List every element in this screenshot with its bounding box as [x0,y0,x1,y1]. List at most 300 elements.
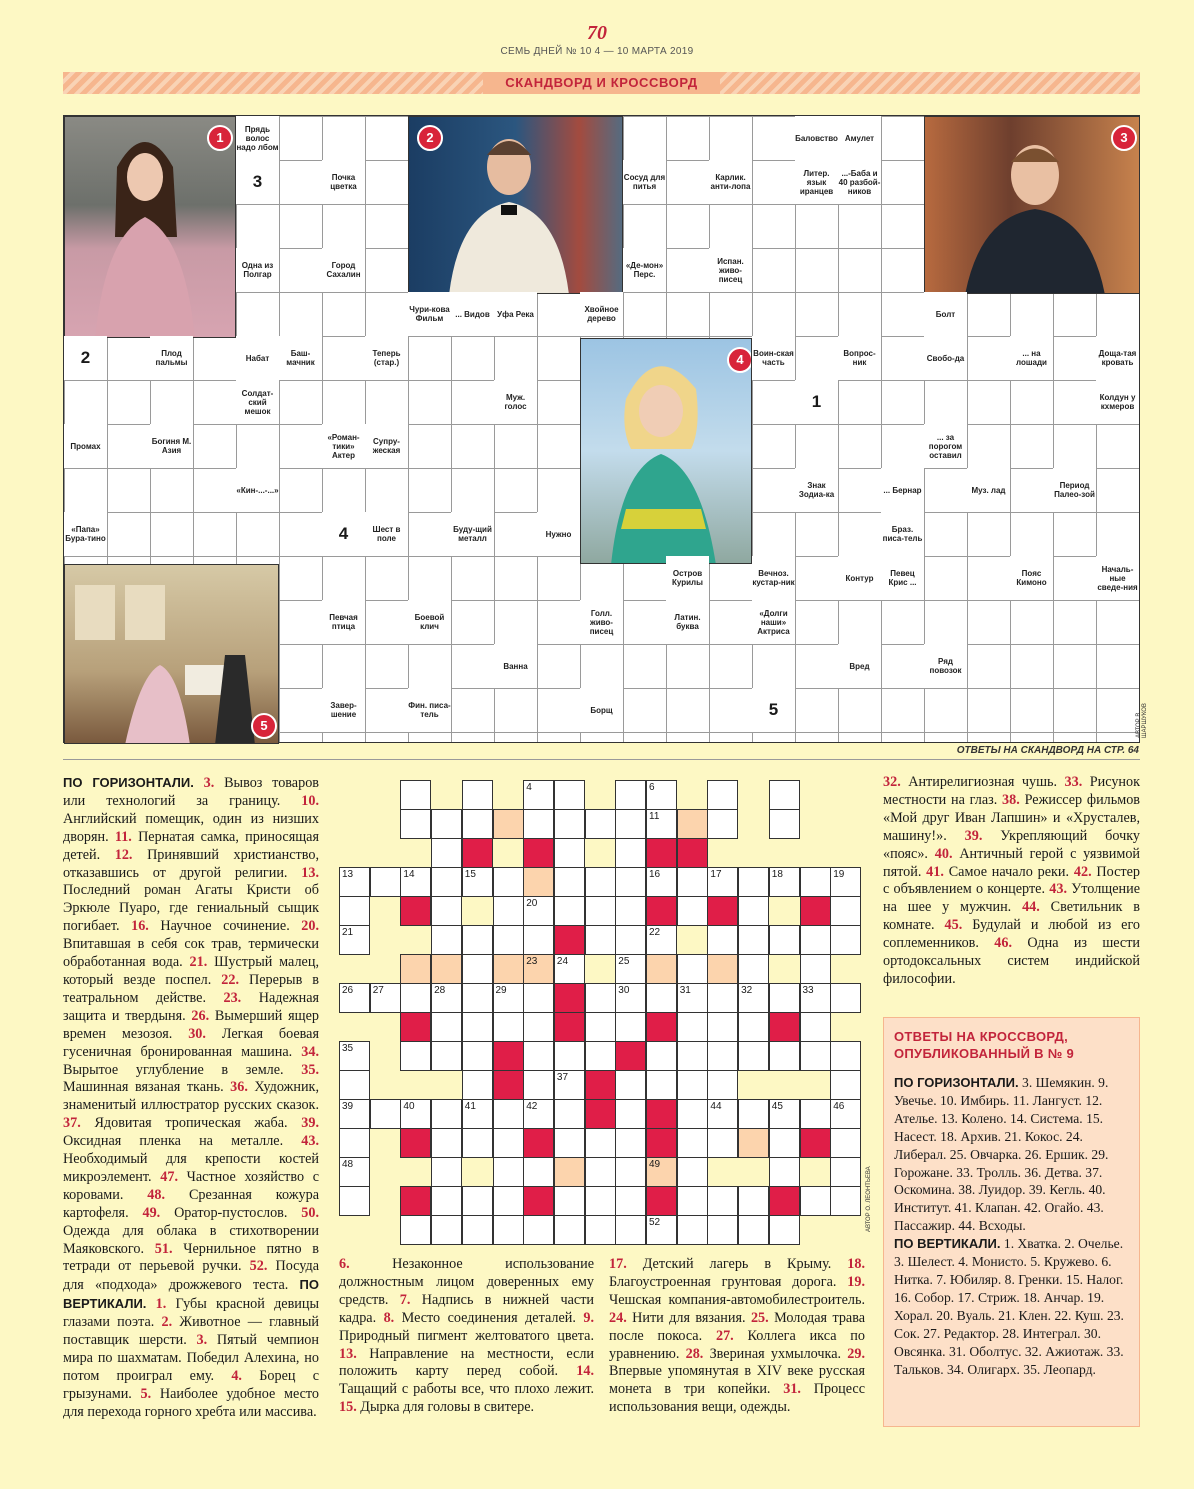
clue-text: Дырка для головы в свитере. [360,1399,535,1416]
photo-badge: 3 [1111,125,1137,151]
crossword-cell[interactable] [431,954,462,984]
clue-number: 7. [388,1291,422,1308]
crossword-cell[interactable] [462,1070,493,1100]
crossword-cell[interactable] [585,1186,616,1216]
crossword-cell[interactable] [646,1099,677,1129]
crossword-cell[interactable] [523,1070,554,1100]
crossword-cell[interactable] [339,1099,370,1129]
crossword-cell-number: 26 [342,985,354,996]
crossword-cell[interactable] [738,1041,769,1071]
crossword-cell[interactable] [523,780,554,810]
crossword-cell[interactable] [554,1186,585,1216]
crossword-cell[interactable] [493,1128,524,1158]
crossword-cell[interactable] [738,1099,769,1129]
crossword-cell[interactable] [769,1012,800,1042]
crossword-cell[interactable] [800,1186,831,1216]
crossword-cell[interactable] [493,983,524,1013]
crossword-cell[interactable] [462,838,493,868]
crossword-cell[interactable] [585,1070,616,1100]
clue-number: 11. [108,828,139,845]
crossword-cell[interactable] [830,1128,861,1158]
crossword-cell[interactable] [615,954,646,984]
crossword-cell[interactable] [646,983,677,1013]
crossword-cell[interactable] [339,896,370,926]
crossword-cell[interactable] [554,838,585,868]
crossword-cell[interactable] [523,1186,554,1216]
clue-number: 29. [841,1345,866,1362]
crossword-cell[interactable] [462,867,493,897]
crossword-cell[interactable] [370,983,401,1013]
crossword-cell[interactable] [523,925,554,955]
crossword-cell[interactable] [554,896,585,926]
scanword-clue: Воин-ская часть [752,336,795,380]
scanword-clue: Началь-ные сведе-ния [1096,556,1139,600]
crossword-cell-number: 44 [710,1101,722,1112]
crossword-cell[interactable] [738,1186,769,1216]
crossword-cell[interactable] [769,1128,800,1158]
crossword-cell[interactable] [738,954,769,984]
crossword-cell[interactable] [615,780,646,810]
crossword-cell[interactable] [493,954,524,984]
photo-badge: 2 [417,125,443,151]
crossword-cell[interactable] [493,867,524,897]
crossword-cell[interactable] [769,983,800,1013]
scanword-clue: Колдун у кхмеров [1096,380,1139,424]
crossword-cell[interactable] [769,809,800,839]
crossword-cell[interactable] [677,1157,708,1187]
crossword-cell[interactable] [400,1215,431,1245]
crossword-cell[interactable] [738,896,769,926]
crossword-cell[interactable] [615,925,646,955]
crossword-cell[interactable] [585,1099,616,1129]
crossword-cell[interactable] [554,809,585,839]
crossword-cell[interactable] [585,983,616,1013]
crossword-cell[interactable] [830,896,861,926]
scanword-clue: ... Видов [451,292,494,336]
crossword-cell[interactable] [493,1099,524,1129]
crossword-cell[interactable] [800,925,831,955]
scanword-clue: Период Палео-зой [1053,468,1096,512]
crossword-cell[interactable] [707,1099,738,1129]
crossword-cell[interactable] [400,983,431,1013]
photo-woman-4 [580,338,752,564]
down-clues-col2 [339,1256,594,1417]
scanword-clue: Боевой клич [408,600,451,644]
crossword-cell[interactable] [462,780,493,810]
clue-text: Принявший христианство, отказавшись от другой религии. [63,846,320,881]
crossword-cell[interactable] [400,867,431,897]
crossword-cell[interactable] [738,983,769,1013]
clue-number: 18. [831,1256,865,1272]
crossword-cell[interactable] [646,780,677,810]
crossword-cell[interactable] [431,867,462,897]
crossword-cell[interactable] [554,925,585,955]
crossword-cell[interactable] [707,867,738,897]
crossword-cell[interactable] [646,925,677,955]
crossword-cell[interactable] [462,1215,493,1245]
crossword-cell[interactable] [431,1157,462,1187]
crossword-cell[interactable] [370,867,401,897]
crossword-cell[interactable] [646,1041,677,1071]
crossword-cell[interactable] [615,1070,646,1100]
crossword-cell[interactable] [800,954,831,984]
clue-number: 25. [745,1309,775,1326]
crossword-cell[interactable] [707,1012,738,1042]
crossword-cell[interactable] [830,1070,861,1100]
crossword-cell-number: 15 [464,869,476,880]
clue-number: 26. [185,1007,215,1024]
answers-title: ОТВЕТЫ НА КРОССВОРД, ОПУБЛИКОВАННЫЙ В № 9 [894,1029,1074,1061]
crossword-cell[interactable] [400,1099,431,1129]
crossword-cell[interactable] [493,1186,524,1216]
crossword-cell[interactable] [677,1099,708,1129]
crossword-cell[interactable] [646,1128,677,1158]
crossword-cell[interactable] [738,867,769,897]
crossword-cell[interactable] [585,1215,616,1245]
crossword-cell[interactable] [707,896,738,926]
crossword-cell[interactable] [800,1012,831,1042]
crossword-cell[interactable] [615,1128,646,1158]
crossword-cell[interactable] [585,1041,616,1071]
crossword-cell[interactable] [493,1157,524,1187]
clue-text: Надежная защита и твердыня. [63,989,320,1024]
scanword-clue: Набат [236,336,279,380]
clue-text: Наиболее удобное место для перехода горного хребта или массива. [63,1385,320,1420]
clue-number: 21. [182,954,215,971]
crossword-cell[interactable] [431,1186,462,1216]
crossword-cell[interactable] [738,1215,769,1245]
crossword-cell[interactable] [462,1099,493,1129]
clue-number: 40. [927,845,960,862]
crossword-cell[interactable] [493,925,524,955]
crossword-cell[interactable] [677,1012,708,1042]
crossword-cell[interactable] [615,1215,646,1245]
crossword-cell[interactable] [769,1215,800,1245]
crossword-cell[interactable] [339,867,370,897]
crossword-cell[interactable] [615,896,646,926]
clue-text: Оксидная пленка на металле. [63,1133,284,1150]
down-clues-col3 [609,1256,865,1417]
crossword-cell[interactable] [431,1099,462,1129]
clue-number: 13. [339,1345,370,1362]
crossword-cell[interactable] [339,1041,370,1071]
crossword-cell[interactable] [400,809,431,839]
answers-down-heading: ПО ВЕРТИКАЛИ. [894,1236,1001,1252]
crossword-cell[interactable] [431,1041,462,1071]
crossword-cell[interactable] [707,983,738,1013]
crossword-cell[interactable] [585,1012,616,1042]
crossword-cell[interactable] [830,867,861,897]
crossword-cell[interactable] [646,1070,677,1100]
crossword-cell[interactable] [585,1157,616,1187]
scanword-clue: Латин. буква [666,600,709,644]
crossword-cell[interactable] [339,1128,370,1158]
crossword-cell[interactable] [830,983,861,1013]
crossword-cell[interactable] [769,780,800,810]
clue-text: Постер с объявлением о концерте. [883,863,1140,898]
crossword-cell[interactable] [646,1012,677,1042]
crossword-cell[interactable] [462,809,493,839]
crossword-cell-number: 16 [649,869,661,880]
crossword-cell[interactable] [830,1041,861,1071]
crossword-cell[interactable] [677,838,708,868]
crossword-cell[interactable] [339,1157,370,1187]
clue-text: Впитавшая в себя сок трав, термически обработанная вода. [63,936,319,971]
crossword-cell[interactable] [554,1215,585,1245]
crossword-cell[interactable] [830,1186,861,1216]
crossword-cell[interactable] [615,838,646,868]
crossword-cell[interactable] [339,983,370,1013]
crossword-cell[interactable] [554,1157,585,1187]
crossword-cell[interactable] [677,1186,708,1216]
crossword-cell[interactable] [585,1128,616,1158]
clue-number: 50. [287,1204,319,1221]
clue-text: Вывоз товаров или технологий за границу. [63,775,319,809]
crossword-cell[interactable] [677,867,708,897]
crossword-cell[interactable] [493,896,524,926]
crossword-cell[interactable] [707,1070,738,1100]
crossword-cell[interactable] [646,896,677,926]
clue-text: Частное хозяйство с коровами. [63,1168,320,1203]
crossword-cell[interactable] [554,1041,585,1071]
clue-number: 28. [679,1345,710,1362]
crossword-cell[interactable] [677,983,708,1013]
crossword-cell[interactable] [431,925,462,955]
crossword-cell[interactable] [707,780,738,810]
scanword-clue: Свобо-да [924,336,967,380]
clue-number: 9. [575,1309,594,1326]
crossword-cell[interactable] [554,1012,585,1042]
crossword-cell[interactable] [830,1099,861,1129]
crossword-cell[interactable] [339,1070,370,1100]
crossword-cell[interactable] [370,1099,401,1129]
crossword-cell[interactable] [554,867,585,897]
crossword-cell[interactable] [554,780,585,810]
crossword-cell-number: 37 [556,1072,569,1083]
crossword-cell[interactable] [769,1186,800,1216]
crossword-cell[interactable] [493,1012,524,1042]
clue-text: Антирелигиозная чушь. [908,774,1058,790]
crossword-cell[interactable] [677,1128,708,1158]
clue-text: Одна из шести ортодоксальных систем индийской философии. [883,935,1141,987]
crossword-cell[interactable] [707,1186,738,1216]
crossword-cell[interactable] [585,896,616,926]
crossword-cell[interactable] [431,1215,462,1245]
crossword-cell[interactable] [800,1041,831,1071]
clue-number: 38. [997,791,1025,808]
crossword-cell[interactable] [493,1215,524,1245]
crossword-cell[interactable] [677,1041,708,1071]
crossword-cell[interactable] [400,896,431,926]
crossword-cell[interactable] [738,1128,769,1158]
crossword-cell[interactable] [646,1215,677,1245]
clue-number: 32. [883,774,909,790]
crossword-cell[interactable] [769,1157,800,1187]
crossword-cell[interactable] [585,867,616,897]
clue-number: 39. [287,1115,320,1132]
crossword-cell[interactable] [707,1215,738,1245]
crossword-cell[interactable] [615,1012,646,1042]
crossword-cell[interactable] [615,983,646,1013]
crossword-cell[interactable] [554,1070,585,1100]
crossword-cell[interactable] [585,809,616,839]
crossword-cell[interactable] [615,1186,646,1216]
crossword-cell[interactable] [431,983,462,1013]
scanword-clue: Теперь (стар.) [365,336,408,380]
clue-text: Самое начало реки. [948,863,1070,880]
crossword-cell[interactable] [339,925,370,955]
crossword-cell[interactable] [523,983,554,1013]
clue-text: Светильник в комнате. [883,899,1140,934]
crossword-cell[interactable] [462,1012,493,1042]
clue-text: Срезанная кожура картофеля. [63,1186,319,1221]
crossword-cell[interactable] [615,867,646,897]
crossword-cell-number: 27 [372,985,384,996]
crossword-cell[interactable] [431,1012,462,1042]
crossword-cell[interactable] [431,896,462,926]
crossword-cell[interactable] [523,1128,554,1158]
crossword-cell[interactable] [707,1128,738,1158]
clue-number: 20. [289,918,319,935]
crossword-cell[interactable] [523,1099,554,1129]
crossword-cell-number: 25 [618,956,630,967]
scanword-clue: ... на лошади [1010,336,1053,380]
crossword-cell[interactable] [400,1186,431,1216]
crossword-cell[interactable] [646,838,677,868]
scanword-clue: Муж. голос [494,380,537,424]
crossword-cell-number: 6 [649,782,655,793]
crossword-cell[interactable] [585,925,616,955]
crossword-cell[interactable] [431,1128,462,1158]
clue-number: 47. [151,1168,187,1185]
crossword-cell[interactable] [800,1128,831,1158]
crossword-cell-number: 22 [649,927,661,938]
clue-text: Необходимый для крепости костей микроэлемент. [63,1151,319,1185]
crossword-cell[interactable] [523,1157,554,1187]
clue-text: Губы красной девицы глазами поэта. [63,1296,320,1331]
crossword-cell[interactable] [615,1099,646,1129]
scanword-answers-ref: ОТВЕТЫ НА СКАНДВОРД НА СТР. 64 [956,745,1139,756]
crossword-cell[interactable] [400,954,431,984]
crossword-cell[interactable] [677,896,708,926]
crossword-cell[interactable] [554,1128,585,1158]
crossword-cell[interactable] [400,780,431,810]
crossword-cell[interactable] [462,954,493,984]
crossword-cell[interactable] [800,983,831,1013]
crossword-cell[interactable] [769,925,800,955]
crossword-cell[interactable] [523,809,554,839]
crossword-cell[interactable] [677,1070,708,1100]
crossword-cell[interactable] [523,954,554,984]
crossword-cell[interactable] [615,1041,646,1071]
photo-badge: 4 [727,347,752,373]
crossword-cell[interactable] [615,809,646,839]
crossword-cell[interactable] [339,1186,370,1216]
crossword-cell[interactable] [462,1128,493,1158]
crossword-cell[interactable] [554,1099,585,1129]
crossword-cell[interactable] [646,809,677,839]
clue-number: 16. [119,918,161,935]
crossword-cell[interactable] [707,1041,738,1071]
crossword-cell[interactable] [769,1041,800,1071]
crossword-grid [339,780,861,1244]
crossword-cell[interactable] [523,1012,554,1042]
clue-number: 41. [921,863,949,880]
crossword-cell-number: 40 [403,1101,415,1112]
crossword-cell[interactable] [738,1012,769,1042]
crossword-cell[interactable] [830,925,861,955]
clue-number: 13. [287,864,320,881]
crossword-cell[interactable] [738,925,769,955]
crossword-cell[interactable] [707,925,738,955]
crossword-cell-number: 23 [526,956,538,967]
crossword-cell[interactable] [769,1099,800,1129]
crossword-cell[interactable] [431,809,462,839]
clue-text: Место соединения деталей. [401,1309,576,1326]
crossword-cell[interactable] [677,954,708,984]
crossword-cell[interactable] [707,809,738,839]
clue-text: Чешская компания-автомобилестроитель. [609,1291,865,1308]
crossword-cell[interactable] [400,1128,431,1158]
clue-number: 44. [1011,899,1051,916]
crossword-cell[interactable] [400,1012,431,1042]
crossword-cell[interactable] [523,1041,554,1071]
clue-text: Нити для вязания. [632,1309,746,1326]
scanword-clue: Доща-тая кровать [1096,336,1139,380]
crossword-cell[interactable] [615,1157,646,1187]
clue-number: 43. [1045,881,1072,898]
crossword-cell[interactable] [493,1041,524,1071]
crossword-cell[interactable] [523,838,554,868]
crossword-cell[interactable] [677,809,708,839]
crossword-cell[interactable] [523,1215,554,1245]
scanword-clue: Нужно [537,512,580,556]
crossword-cell[interactable] [707,954,738,984]
crossword-cell[interactable] [554,983,585,1013]
crossword-cell[interactable] [554,954,585,984]
scanword-clue: Прядь волос надо лбом [236,116,279,160]
clue-number: 2. [154,1314,180,1331]
crossword-cell[interactable] [493,809,524,839]
crossword-cell[interactable] [431,838,462,868]
crossword-cell[interactable] [646,1186,677,1216]
crossword-cell[interactable] [646,954,677,984]
crossword-cell[interactable] [462,1041,493,1071]
clue-number: 48. [123,1186,189,1203]
crossword-cell[interactable] [646,1157,677,1187]
clue-number: 15. [339,1399,361,1416]
section-banner [63,72,1140,94]
crossword-cell[interactable] [769,867,800,897]
clue-text: Вымерший ящер времен мезозоя. [63,1007,319,1042]
crossword-cell[interactable] [400,1041,431,1071]
crossword-cell[interactable] [677,1215,708,1245]
scanword-clue: Знак Зодиа-ка [795,468,838,512]
crossword-cell[interactable] [800,867,831,897]
clue-text: Античный герой с уязвимой пятой. [883,845,1140,880]
crossword-cell[interactable] [830,1157,861,1187]
crossword-cell[interactable] [800,1099,831,1129]
crossword-cell[interactable] [800,896,831,926]
crossword-cell[interactable] [493,1070,524,1100]
crossword-cell[interactable] [523,867,554,897]
scanword-clue: Богиня М. Азия [150,424,193,468]
crossword-cell[interactable] [523,896,554,926]
crossword-cell[interactable] [462,1186,493,1216]
crossword-cell[interactable] [462,925,493,955]
crossword-cell[interactable] [462,983,493,1013]
crossword-cell[interactable] [646,867,677,897]
